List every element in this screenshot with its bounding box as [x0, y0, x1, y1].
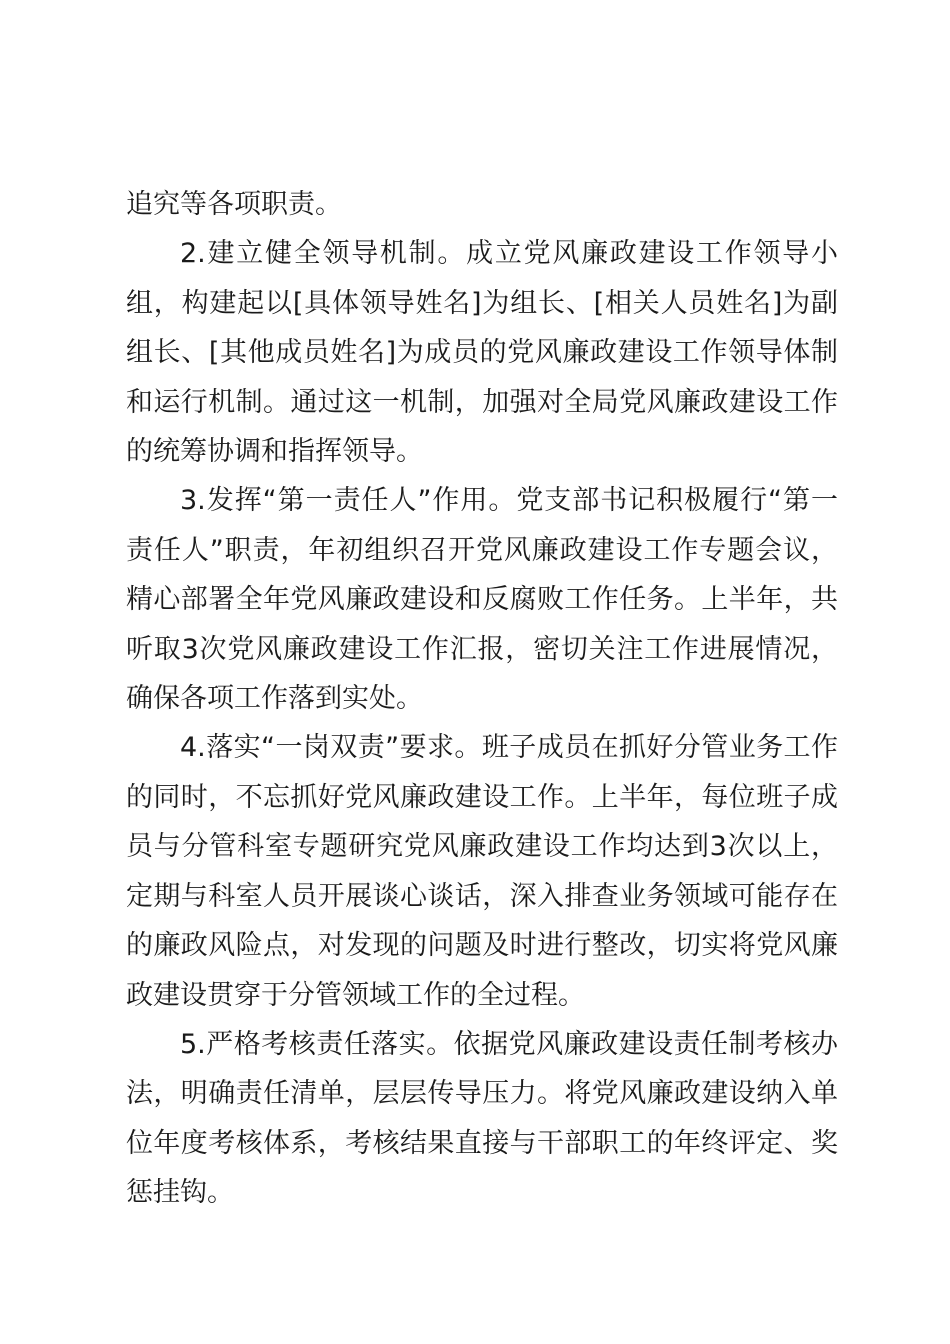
paragraph-dual-responsibility: 4.落实“一岗双责”要求。班子成员在抓好分管业务工作的同时，不忘抓好党风廉政建设工作。上半年，每位班子成员与分管科室专题研究党风廉政建设工作均达到3次以上，定期与科室人员开展谈心谈话，深入排查业务领域可能存在的廉政风险点，对发现的问题及时进行整改，切实将党风廉政建设贯穿于分管领域工作的全过程。 — [126, 732, 838, 1011]
paragraph-first-responsible-person: 3.发挥“第一责任人”作用。党支部书记积极履行“第一责任人”职责，年初组织召开党风廉政建设工作专题会议，精心部署全年党风廉政建设和反腐败工作任务。上半年，共听取3次党风廉政建设工作汇报，密切关注工作进展情况，确保各项工作落到实处。 — [126, 485, 838, 715]
document-body — [126, 180, 838, 1218]
paragraph-continuation: 追究等各项职责。 — [126, 189, 342, 220]
paragraph-leadership-mechanism: 2.建立健全领导机制。成立党风廉政建设工作领导小组，构建起以[具体领导姓名]为组长、[相关人员姓名]为副组长、[其他成员姓名]为成员的党风廉政建设工作领导体制和运行机制。通过这一机制，加强对全局党风廉政建设工作的统筹协调和指挥领导。 — [126, 238, 838, 468]
paragraph-assessment: 5.严格考核责任落实。依据党风廉政建设责任制考核办法，明确责任清单，层层传导压力。将党风廉政建设纳入单位年度考核体系，考核结果直接与干部职工的年终评定、奖惩挂钩。 — [126, 1028, 838, 1209]
